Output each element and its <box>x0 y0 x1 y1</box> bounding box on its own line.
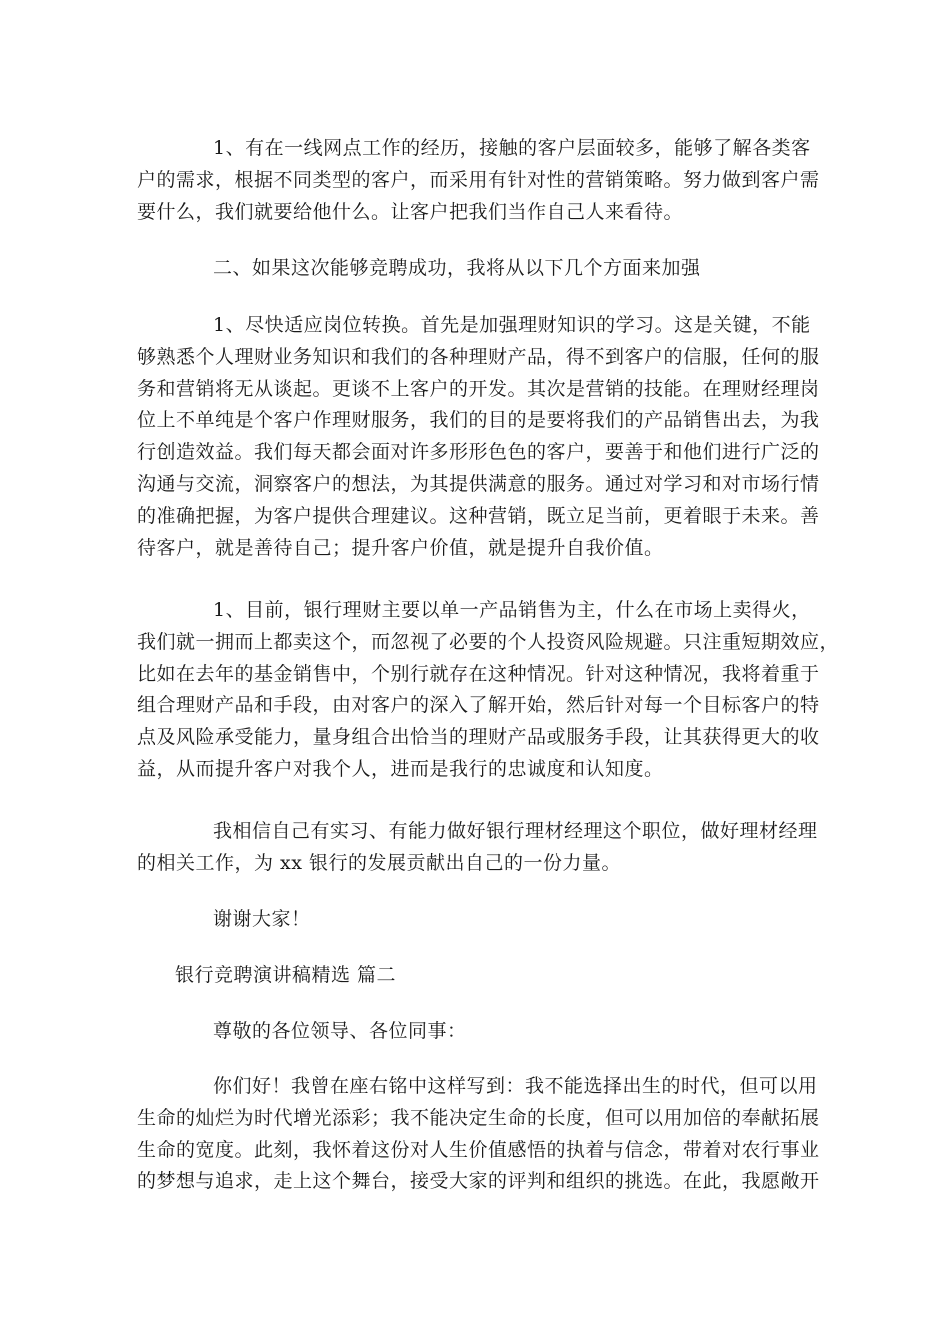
section-title-part-two <box>137 960 817 992</box>
paragraph-confidence <box>137 816 817 880</box>
text-line: 的梦想与追求，走上这个舞台，接受大家的评判和组织的挑选。在此，我愿敞开 <box>137 1170 820 1193</box>
text-line: 1、尽快适应岗位转换。首先是加强理财知识的学习。这是关键，不能 <box>213 314 811 336</box>
text-line: 1、目前，银行理财主要以单一产品销售为主，什么在市场上卖得火， <box>213 599 811 621</box>
text-line: 的准确把握，为客户提供合理建议。这种营销，既立足当前，更着眼于未来。善 <box>137 504 820 527</box>
text-line: 生命的灿烂为时代增光添彩；我不能决定生命的长度，但可以用加倍的奉献拓展 <box>137 1106 820 1129</box>
closing-thanks <box>137 904 817 936</box>
text-line: 银行竞聘演讲稿精选 篇二 <box>175 964 397 986</box>
text-line: 位上不单纯是个客户作理财服务，我们的目的是要将我们的产品销售出去，为我 <box>137 409 820 432</box>
text-line: 益，从而提升客户对我个人，进而是我行的忠诚度和认知度。 <box>137 757 664 780</box>
text-line: 要什么，我们就要给他什么。让客户把我们当作自己人来看待。 <box>137 200 684 223</box>
text-line: 组合理财产品和手段，由对客户的深入了解开始，然后针对每一个目标客户的特 <box>137 694 820 717</box>
salutation <box>137 1016 817 1048</box>
paragraph-advantage-experience <box>137 133 820 228</box>
text-line: 我们就一拥而上都卖这个，而忽视了必要的个人投资风险规避。只注重短期效应， <box>137 630 840 653</box>
text-line: 户的需求，根据不同类型的客户，而采用有针对性的营销策略。努力做到客户需 <box>137 168 820 191</box>
text-line: 比如在去年的基金销售中，个别行就存在这种情况。针对这种情况，我将着重于 <box>137 662 820 685</box>
section-heading-two <box>137 253 817 285</box>
paragraph-current-situation <box>137 595 840 786</box>
text-line: 1、有在一线网点工作的经历，接触的客户层面较多，能够了解各类客 <box>213 137 811 159</box>
text-line: 的相关工作，为 xx 银行的发展贡献出自己的一份力量。 <box>137 851 622 874</box>
text-line: 谢谢大家！ <box>213 908 311 930</box>
paragraph-adapt-position <box>137 310 820 564</box>
text-line: 务和营销将无从谈起。更谈不上客户的开发。其次是营销的技能。在理财经理岗 <box>137 377 820 400</box>
text-line: 够熟悉个人理财业务知识和我们的各种理财产品，得不到客户的信服，任何的服 <box>137 345 820 368</box>
text-line: 沟通与交流，洞察客户的想法，为其提供满意的服务。通过对学习和对市场行情 <box>137 472 820 495</box>
text-line: 尊敬的各位领导、各位同事： <box>213 1020 467 1042</box>
text-line: 我相信自己有实习、有能力做好银行理材经理这个职位，做好理材经理 <box>213 820 818 842</box>
text-line: 点及风险承受能力，量身组合出恰当的理财产品或服务手段，让其获得更大的收 <box>137 726 820 749</box>
text-line: 待客户，就是善待自己；提升客户价值，就是提升自我价值。 <box>137 536 664 559</box>
text-line: 你们好！我曾在座右铭中这样写到：我不能选择出生的时代，但可以用 <box>213 1075 818 1097</box>
text-line: 生命的宽度。此刻，我怀着这份对人生价值感悟的执着与信念，带着对农行事业 <box>137 1138 820 1161</box>
paragraph-greeting-motto <box>137 1071 820 1198</box>
text-line: 二、如果这次能够竞聘成功，我将从以下几个方面来加强 <box>213 257 701 279</box>
text-line: 行创造效益。我们每天都会面对许多形形色色的客户，要善于和他们进行广泛的 <box>137 441 820 464</box>
